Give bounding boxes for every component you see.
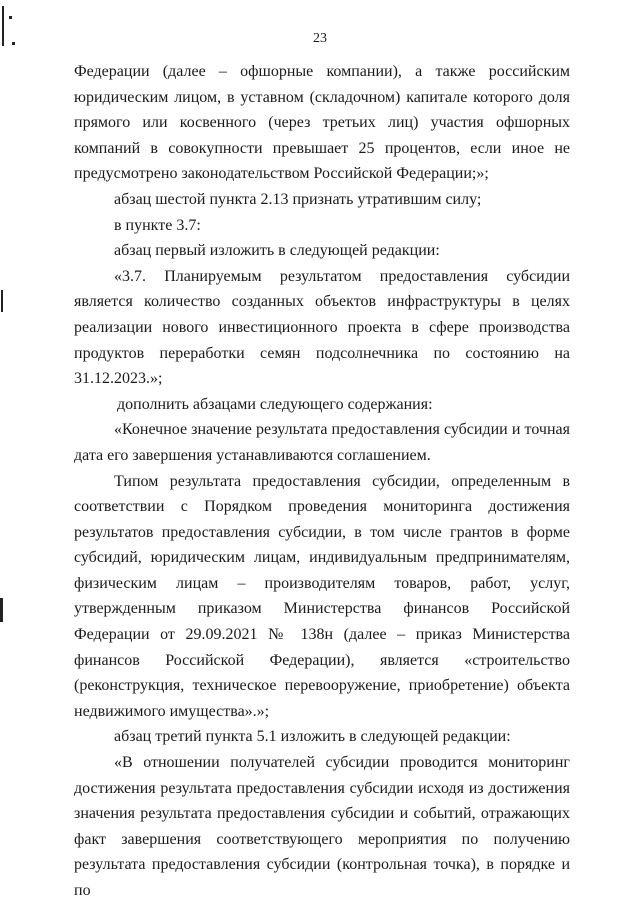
paragraph: Типом результата предоставления субсидии, определенным в соответствии с Порядком проведения мониторинга достижения результатов предоставления субсидии, в том числе грантов в форме субсидий, юридическим лицам, индивидуальным предпринимателям, физическим лицам – производителям товаров, работ, услуг, утвержденным приказом Министерства финансов Российской Федерации от 29.09.2021 № 138н (далее – приказ Министерства финансов Российской Федерации), является «строительство (реконструкция, техническое перевооружение, приобретение) объекта недвижимого имущества».»; [74, 472, 570, 720]
paragraph: абзац третий пункта 5.1 изложить в следующей редакции: [114, 728, 511, 746]
paragraph: «3.7. Планируемым результатом предоставления субсидии является количество созданных объектов инфраструктуры в целях реализации нового инвестиционного проекта в сфере производства продуктов переработки семян подсолнечника по состоянию на 31.12.2023.»; [74, 267, 570, 388]
scan-mark [9, 16, 12, 19]
paragraph: дополнить абзацами следующего содержания: [117, 395, 433, 413]
paragraph: «Конечное значение результата предоставления субсидии и точная дата его завершения устанавливаются соглашением. [74, 421, 570, 464]
paragraph: абзац первый изложить в следующей редакции: [114, 242, 440, 260]
scan-mark [1, 290, 3, 312]
paragraph: «В отношении получателей субсидии проводится мониторинг достижения результата предоставления субсидии исходя из достижения значения результата предоставления субсидии и событий, отражающих факт завершения соответствующего мероприятия по получению результата предоставления субсидии (контрольная точка), в порядке и по [74, 754, 570, 899]
paragraph: Федерации (далее – офшорные компании), а также российским юридическим лицом, в уставном (складочном) капитале которого доля прямого или косвенного (через третьих лиц) участия офшорных компаний в совокупности превышает 25 процентов, если иное не предусмотрено законодательством Российской Федерации;»; [74, 63, 570, 183]
scan-mark [0, 598, 3, 622]
paragraph: в пункте 3.7: [114, 216, 201, 234]
paragraph: абзац шестой пункта 2.13 признать утратившим силу; [114, 190, 482, 208]
document-body [74, 59, 570, 904]
page-number: 23 [313, 31, 327, 46]
